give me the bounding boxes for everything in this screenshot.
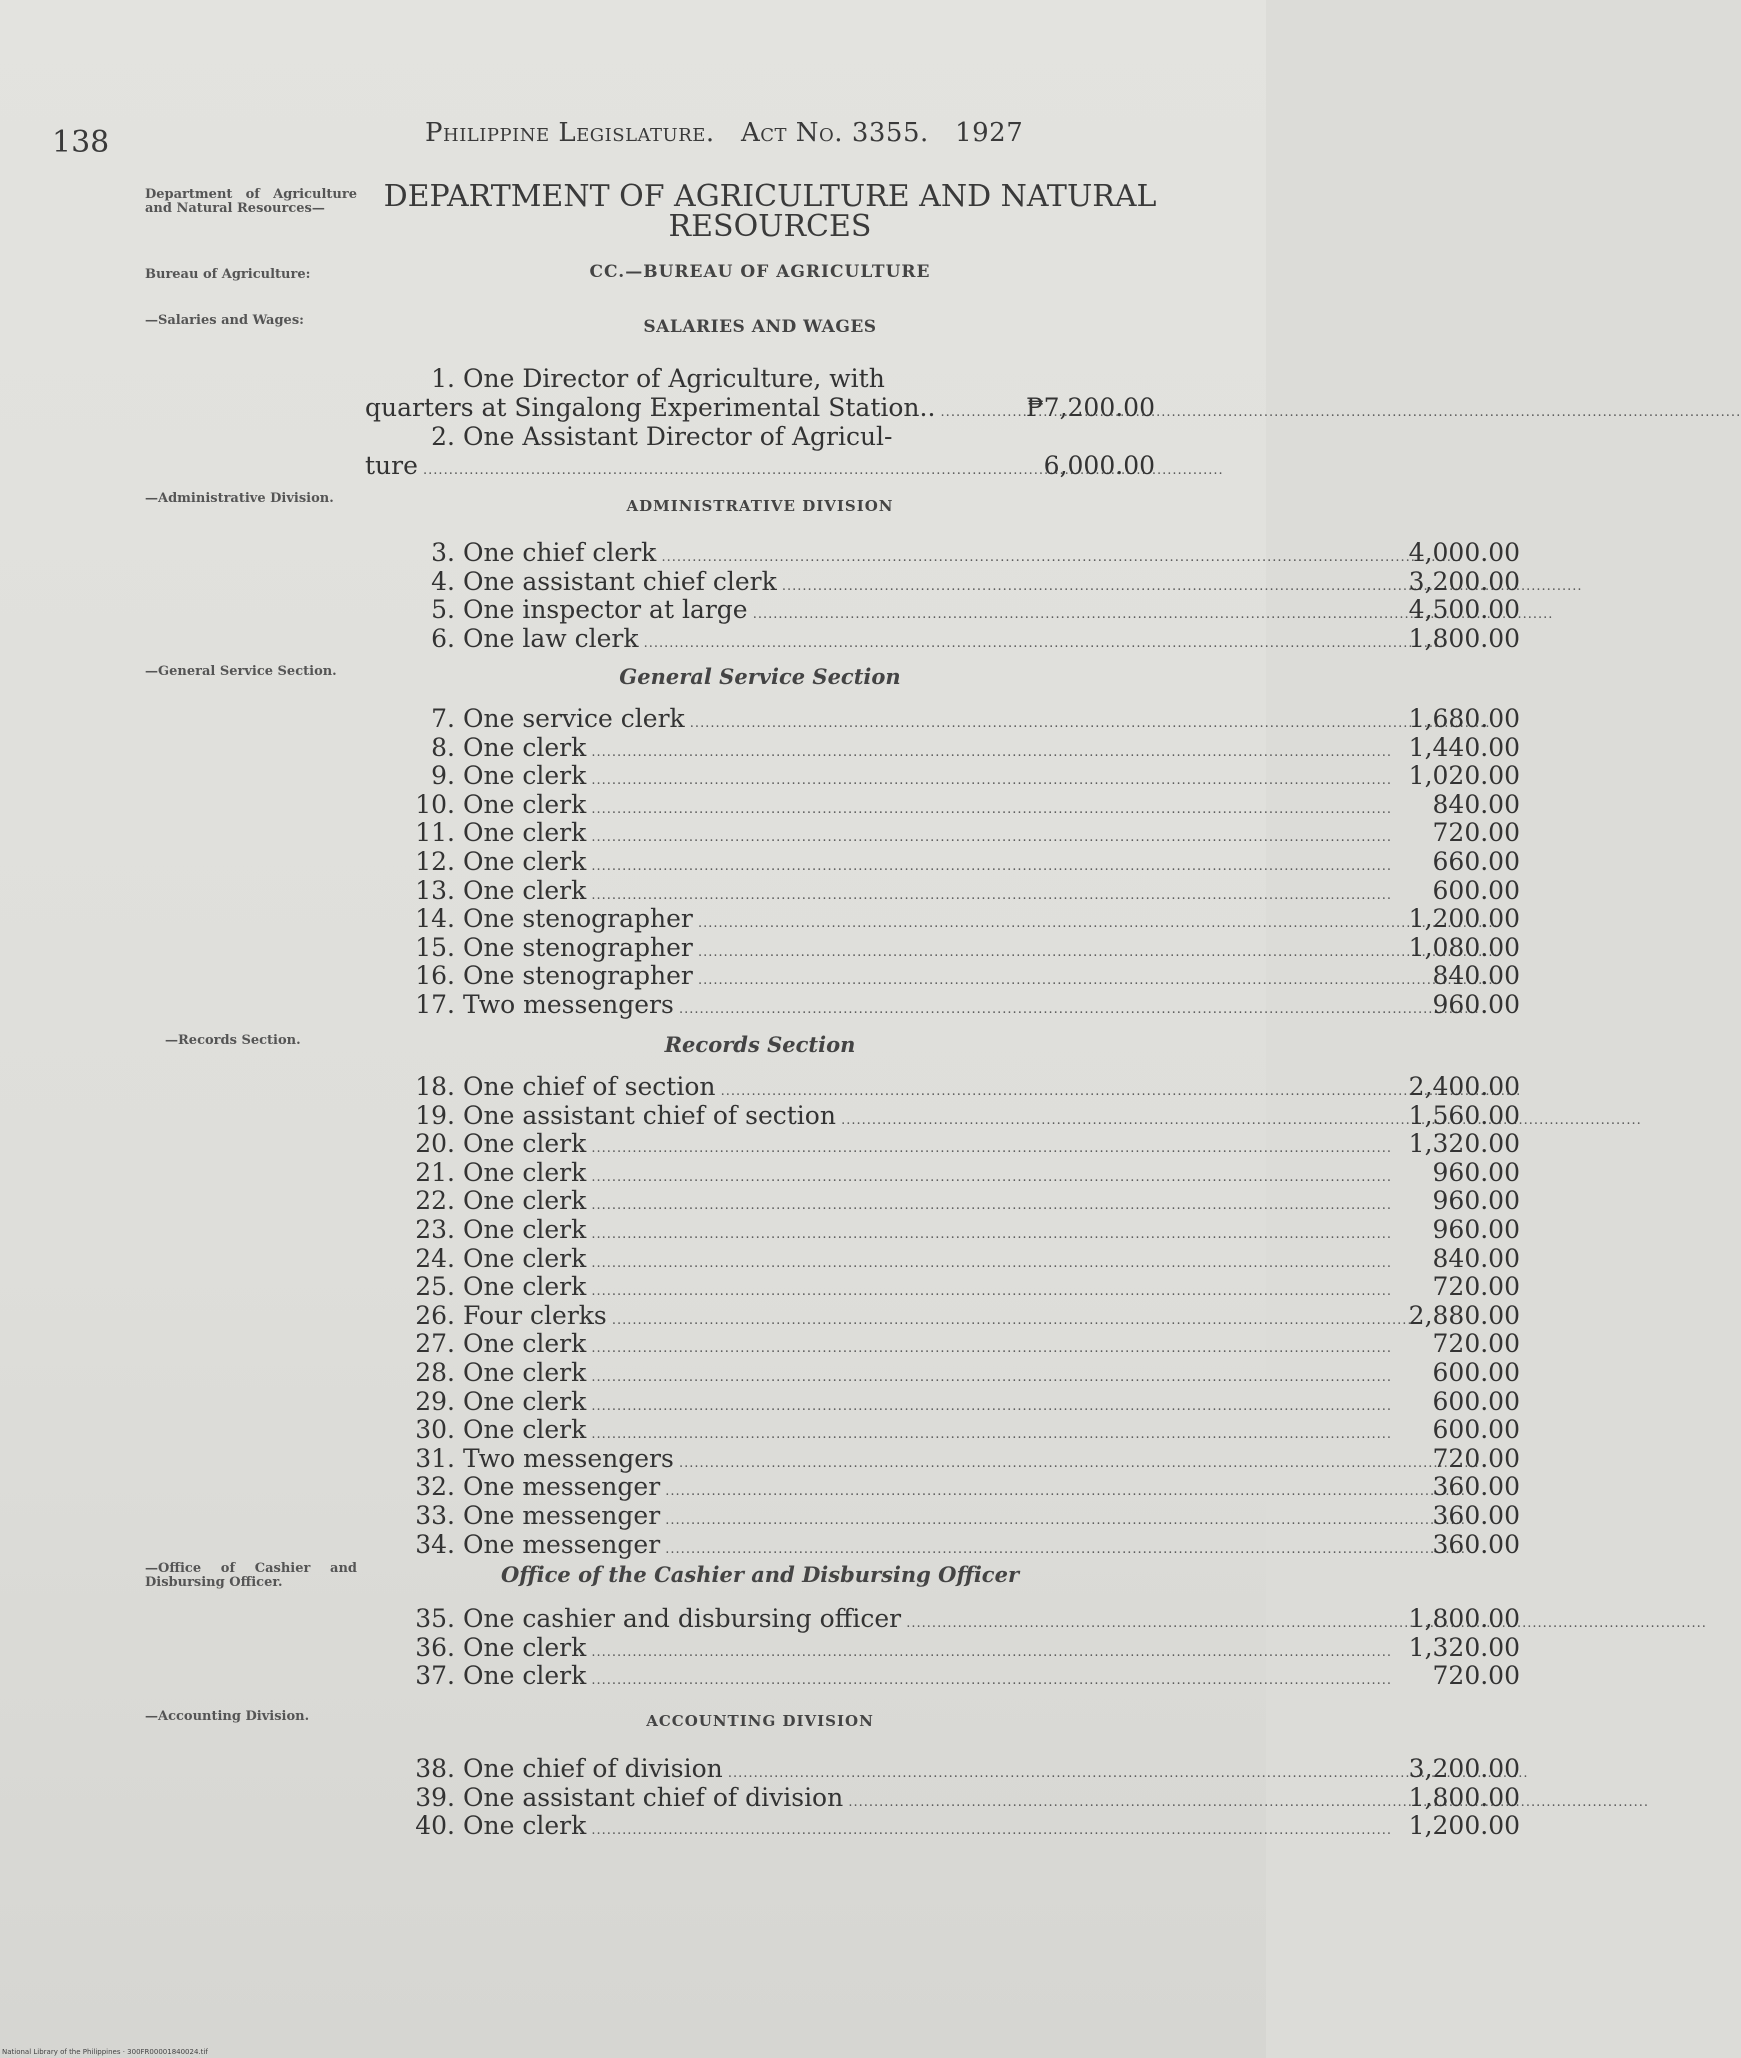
item-description: One clerk ..... [463,1329,953,1363]
line-item [365,566,1520,596]
item-description: One messenger ..... [463,1530,953,1564]
item-description: One clerk ..... [463,733,953,767]
section-heading-cashier: Office of the Cashier and Disbursing Officer [500,1562,1020,1587]
item-number: 26. [415,1300,455,1330]
item-number: 31. [415,1443,455,1473]
line-item [365,538,1520,567]
department-heading: DEPARTMENT OF AGRICULTURE AND NATURAL RESOURCES [383,179,1157,244]
item-amount: 840.00 [1432,789,1520,819]
item-description: Two messengers ..... [463,990,953,1024]
item-description: One law clerk ..... [463,624,953,658]
item-amount: 600.00 [1432,1415,1520,1445]
line-item [365,1272,1520,1302]
item-description: One Assistant Director of Agricul- [463,422,893,451]
salaries-heading: SALARIES AND WAGES [643,317,877,337]
item-amount: 360.00 [1432,1472,1520,1502]
item-amount: 1,680.00 [1408,704,1520,733]
line-item [365,847,1520,876]
margin-note-records: —Records Section. [165,1033,301,1048]
line-item [365,1243,1520,1273]
line-item [365,704,1520,733]
item-description: One messenger ..... [463,1501,953,1535]
margin-note-cashier: —Office of Cashier and Disbursing Officer. [145,1561,357,1590]
running-head-title: Philippine Legislature. [425,118,715,148]
item-amount: 4,000.00 [1408,538,1520,567]
item-amount: 1,320.00 [1408,1129,1520,1159]
item-amount: ₱7,200.00 [1026,393,1155,422]
item-description: One clerk ..... [463,1661,953,1695]
item-number: 34. [415,1529,455,1559]
item-description: One Director of Agriculture, with [463,364,885,393]
item-amount: 1,800.00 [1408,623,1520,653]
running-head-act: Act No. 3355. [740,118,929,148]
item-description: One clerk ..... [463,1186,953,1220]
item-number: 38. [415,1754,455,1783]
line-item [365,1329,1520,1359]
item-description: One assistant chief clerk ..... [463,567,953,601]
margin-note-general: —General Service Section. [145,664,337,679]
line-item [365,1529,1520,1559]
item-description: One clerk ..... [463,1129,953,1163]
line-item [365,990,1520,1019]
item-description: Four clerks ..... [463,1301,953,1335]
scan-footer: National Library of the Philippines · 300FR00001840024.tif [2,2048,208,2056]
item-amount: 1,800.00 [1408,1604,1520,1633]
item-description: One messenger ..... [463,1472,953,1506]
section-heading-accounting: ACCOUNTING DIVISION [646,1712,874,1730]
item-number: 36. [415,1632,455,1662]
item-number: 14. [415,904,455,934]
item-number: 22. [415,1186,455,1216]
item-amount: 600.00 [1432,1358,1520,1387]
item-amount: 960.00 [1432,1157,1520,1187]
item-number: 39. [415,1782,455,1812]
line-item [365,623,1520,653]
item-amount: 960.00 [1432,1186,1520,1216]
item-description: One clerk ..... [463,1215,953,1249]
item-amount: 720.00 [1432,1329,1520,1359]
item-description: One chief of section ..... [463,1072,953,1106]
running-head [425,118,1023,148]
line-item [365,761,1520,791]
margin-note-bureau: Bureau of Agriculture: [145,267,311,282]
margin-note-accounting: —Accounting Division. [145,1709,310,1724]
item-number: 10. [415,789,455,819]
margin-note-salaries: —Salaries and Wages: [145,313,304,328]
item-number: 28. [415,1358,455,1387]
item-description: One clerk ..... [463,1811,953,1845]
item-amount: 1,440.00 [1408,732,1520,762]
item-number: 29. [415,1386,455,1416]
margin-note-admin: —Administrative Division. [145,491,334,506]
item-amount: 600.00 [1432,875,1520,905]
item-amount: 1,800.00 [1408,1782,1520,1812]
item-description: One clerk ..... [463,1244,953,1278]
item-amount: 660.00 [1432,847,1520,876]
item-description: One stenographer ..... [463,933,953,967]
line-item [365,1472,1520,1502]
line-item [365,1386,1520,1416]
item-amount: 1,560.00 [1408,1100,1520,1130]
item-number: 18. [415,1072,455,1101]
item-amount: 840.00 [1432,961,1520,991]
item-description: One clerk ..... [463,761,953,795]
item-amount: 720.00 [1432,1661,1520,1691]
item-description: One chief of division ..... [463,1754,953,1788]
item-description: One clerk ..... [463,790,953,824]
item-amount: 960.00 [1432,1215,1520,1244]
item-number: 33. [415,1501,455,1530]
line-item [365,961,1520,991]
item-number: 32. [415,1472,455,1502]
item-number: 9. [431,761,455,791]
margin-note-department: Department of Agriculture and Natural Resources— [145,187,357,216]
line-item [365,789,1520,819]
line-item [365,875,1520,905]
line-item [365,1782,1520,1812]
item-amount: 960.00 [1432,990,1520,1019]
item-description: One inspector at large ..... [463,595,953,629]
item-number: 2. [431,422,455,451]
line-item [365,1501,1520,1530]
item-amount: 2,880.00 [1408,1300,1520,1330]
item-description-continued: ture ..... [365,451,965,485]
item-description: One clerk ..... [463,1272,953,1306]
item-number: 30. [415,1415,455,1445]
item-amount: 600.00 [1432,1386,1520,1416]
line-item [365,1754,1520,1783]
section-heading-records: Records Section [664,1032,856,1057]
section-heading-general: General Service Section [619,664,901,689]
item-amount: 840.00 [1432,1243,1520,1273]
item-number: 6. [431,623,455,653]
item-amount: 1,080.00 [1408,932,1520,962]
item-description: One clerk ..... [463,847,953,881]
line-item [365,1604,1520,1633]
line-item [365,1072,1520,1101]
item-description: One assistant chief of section ..... [463,1101,953,1135]
item-number: 37. [415,1661,455,1691]
item-number: 40. [415,1811,455,1841]
item-amount: 1,020.00 [1408,761,1520,791]
item-number: 7. [431,704,455,733]
item-number: 27. [415,1329,455,1359]
item-number: 23. [415,1215,455,1244]
item-amount: 720.00 [1432,1443,1520,1473]
item-description: One chief clerk ..... [463,538,953,572]
item-number: 1. [431,364,455,393]
item-amount: 3,200.00 [1408,1754,1520,1783]
item-description: One clerk ..... [463,1387,953,1421]
line-item [365,1632,1520,1662]
line-item [365,1215,1520,1244]
item-amount: 1,320.00 [1408,1632,1520,1662]
running-head-year: 1927 [955,118,1024,148]
item-amount: 4,500.00 [1408,595,1520,625]
line-item [365,1443,1520,1473]
item-amount: 720.00 [1432,818,1520,848]
line-item [365,1415,1520,1445]
item-amount: 360.00 [1432,1501,1520,1530]
line-item [365,1661,1520,1691]
item-amount: 720.00 [1432,1272,1520,1302]
line-item [365,1129,1520,1159]
item-description: One stenographer ..... [463,961,953,995]
item-number: 17. [415,990,455,1019]
item-number: 8. [431,732,455,762]
item-amount: 1,200.00 [1408,904,1520,934]
line-item [365,422,1365,451]
line-item [365,364,1365,393]
item-amount: 1,200.00 [1408,1811,1520,1841]
item-description: One stenographer ..... [463,904,953,938]
line-item [365,932,1520,962]
item-number: 4. [431,566,455,596]
item-description: One clerk ..... [463,1158,953,1192]
item-number: 25. [415,1272,455,1302]
bureau-heading: CC.—BUREAU OF AGRICULTURE [589,262,931,282]
item-description: One service clerk ..... [463,704,953,738]
item-description: One assistant chief of division ..... [463,1783,953,1817]
item-number: 15. [415,932,455,962]
line-item [365,1358,1520,1387]
item-number: 5. [431,595,455,625]
item-number: 24. [415,1243,455,1273]
item-number: 21. [415,1157,455,1187]
section-heading-admin: ADMINISTRATIVE DIVISION [626,497,894,515]
item-amount: 360.00 [1432,1529,1520,1559]
line-item [365,904,1520,934]
item-number: 12. [415,847,455,876]
line-item [365,595,1520,625]
item-description-continued: quarters at Singalong Experimental Station.. ..... [365,393,965,427]
line-item [365,1300,1520,1330]
item-description: One clerk ..... [463,1633,953,1667]
item-description: One clerk ..... [463,818,953,852]
item-description: One clerk ..... [463,1358,953,1392]
item-description: One cashier and disbursing officer ..... [463,1604,953,1638]
item-description: Two messengers ..... [463,1444,953,1478]
line-item [365,1100,1520,1130]
item-number: 35. [415,1604,455,1633]
item-description: One clerk ..... [463,876,953,910]
line-item [365,1186,1520,1216]
line-item [365,732,1520,762]
item-number: 3. [431,538,455,567]
item-amount: 2,400.00 [1408,1072,1520,1101]
item-amount: 3,200.00 [1408,566,1520,596]
item-number: 20. [415,1129,455,1159]
line-item [365,1157,1520,1187]
item-number: 13. [415,875,455,905]
page-number: 138 [52,125,110,160]
item-amount: 6,000.00 [1043,451,1155,480]
item-description: One clerk ..... [463,1415,953,1449]
item-number: 11. [415,818,455,848]
item-number: 16. [415,961,455,991]
line-item [365,1811,1520,1841]
line-item [365,818,1520,848]
item-number: 19. [415,1100,455,1130]
